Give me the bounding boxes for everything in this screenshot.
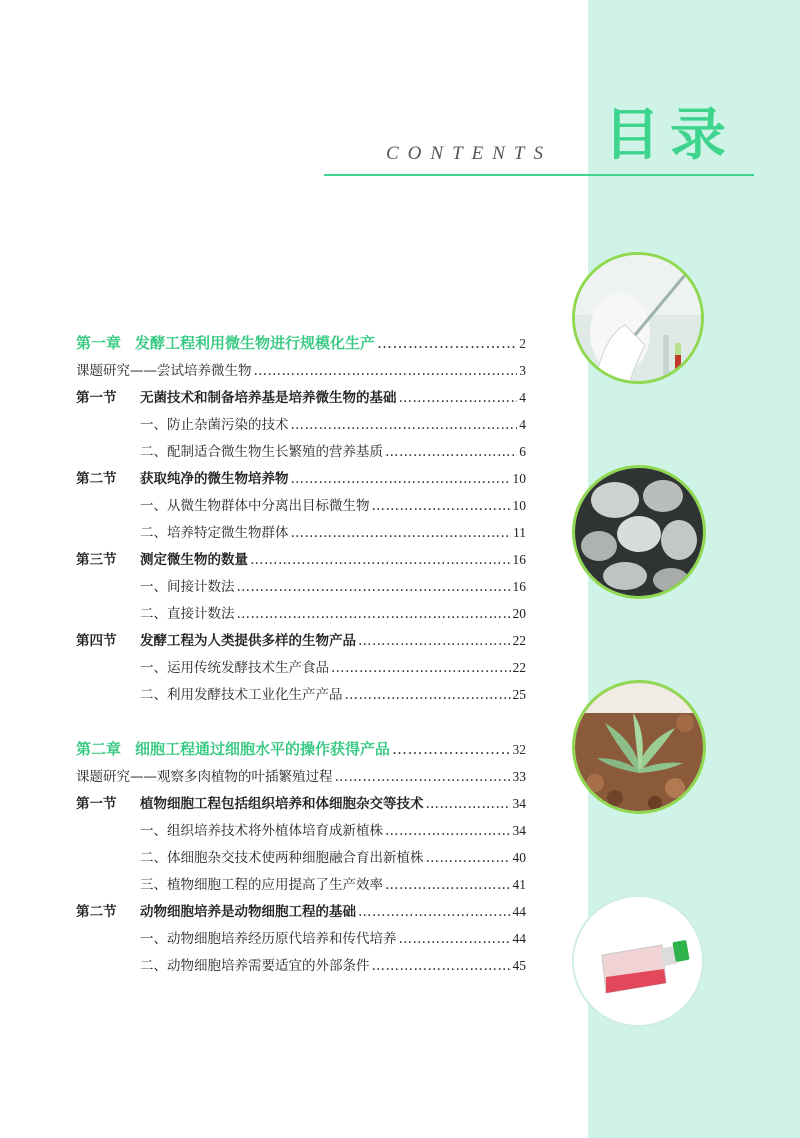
toc-leader-dots [377, 334, 517, 352]
toc-entry-sub[interactable] [76, 413, 526, 440]
toc-entry-text: 植物细胞工程包括组织培养和体细胞杂交等技术 [140, 796, 424, 812]
toc-entry-section[interactable] [76, 900, 526, 927]
toc-entry-text: 一、防止杂菌污染的技术 [140, 417, 289, 433]
toc-entry-sub[interactable] [76, 521, 526, 548]
toc-entry-chapter[interactable] [76, 332, 526, 359]
toc-entry-text: 二、配制适合微生物生长繁殖的营养基质 [140, 444, 383, 460]
toc-entry-number: 第二节 [76, 471, 117, 487]
toc-entry-title [140, 927, 397, 947]
toc-entry-text: 二、培养特定微生物群体 [140, 525, 289, 541]
toc-entry-sub[interactable] [76, 846, 526, 873]
toc-entry-title [76, 359, 252, 379]
toc-page-number: 34 [512, 823, 526, 838]
toc-entry-title [140, 819, 383, 839]
toc-page-number: 16 [512, 552, 526, 567]
toc-page-number: 34 [512, 796, 526, 811]
toc-entry-text: 一、从微生物群体中分离出目标微生物 [140, 498, 370, 514]
toc-leader-dots [358, 904, 511, 920]
toc-page-number: 25 [512, 687, 526, 702]
toc-entry-number: 第三节 [76, 552, 117, 568]
toc-entry-title [140, 683, 343, 703]
toc-entry-title [76, 629, 356, 649]
toc-leader-dots [291, 417, 518, 433]
toc-entry-number: 第四节 [76, 633, 117, 649]
toc-entry-title [140, 656, 329, 676]
toc-entry-text: 发酵工程利用微生物进行规模化生产 [135, 334, 376, 352]
toc-entry-text: 一、组织培养技术将外植体培育成新植株 [140, 823, 383, 839]
toc-leader-dots [399, 390, 518, 406]
toc-entry-section[interactable] [76, 467, 526, 494]
toc-entry-text: 课题研究——尝试培养微生物 [76, 363, 252, 379]
toc-page-number: 10 [512, 471, 526, 486]
toc-entry-text: 无菌技术和制备培养基是培养微生物的基础 [140, 390, 397, 406]
toc-entry-project[interactable] [76, 765, 526, 792]
toc-leader-dots [426, 850, 511, 866]
toc-leader-dots [335, 769, 511, 785]
toc-entry-sub[interactable] [76, 656, 526, 683]
yeast-micrograph-photo [572, 465, 706, 599]
toc-leader-dots [291, 525, 512, 541]
toc-leader-dots [331, 660, 511, 676]
toc-entry-text: 二、直接计数法 [140, 606, 235, 622]
toc-leader-dots [372, 958, 511, 974]
toc-entry-text: 一、间接计数法 [140, 579, 235, 595]
title-divider [324, 174, 754, 176]
toc-entry-title [140, 440, 383, 460]
succulent-plant-photo [572, 680, 706, 814]
toc-entry-sub[interactable] [76, 927, 526, 954]
toc-entry-text: 三、植物细胞工程的应用提高了生产效率 [140, 877, 383, 893]
toc-entry-title [140, 575, 235, 595]
toc-leader-dots [254, 363, 518, 379]
toc-entry-sub[interactable] [76, 873, 526, 900]
toc-entry-sub[interactable] [76, 494, 526, 521]
toc-leader-dots [291, 471, 511, 487]
toc-leader-dots [237, 579, 511, 595]
toc-page-number: 41 [512, 877, 526, 892]
toc-entry-text: 一、运用传统发酵技术生产食品 [140, 660, 329, 676]
toc-entry-title [76, 900, 356, 920]
toc-page-number: 44 [512, 931, 526, 946]
toc-page-number: 2 [519, 336, 526, 351]
toc-entry-title [140, 521, 289, 541]
toc-entry-title [140, 602, 235, 622]
toc-page-number: 33 [512, 769, 526, 784]
toc-page-number: 22 [512, 633, 526, 648]
toc-entry-section[interactable] [76, 629, 526, 656]
toc-page-number: 22 [512, 660, 526, 675]
toc-entry-title [76, 467, 289, 487]
toc-entry-title [76, 765, 333, 785]
toc-page-number: 44 [512, 904, 526, 919]
toc-page-number: 16 [512, 579, 526, 594]
toc-entry-number: 第一节 [76, 796, 117, 812]
toc-entry-sub[interactable] [76, 954, 526, 981]
toc-entry-sub[interactable] [76, 683, 526, 710]
toc-entry-title [76, 738, 390, 759]
toc-entry-text: 细胞工程通过细胞水平的操作获得产品 [135, 740, 391, 758]
toc-leader-dots [385, 877, 511, 893]
chapter-gap [76, 710, 526, 738]
toc-entry-text: 课题研究——观察多肉植物的叶插繁殖过程 [76, 769, 333, 785]
toc-page-number: 45 [512, 958, 526, 973]
toc-entry-title [140, 873, 383, 893]
contents-word: CONTENTS [386, 143, 552, 164]
toc-page-number: 40 [512, 850, 526, 865]
toc-entry-sub[interactable] [76, 819, 526, 846]
toc-entry-title [76, 792, 424, 812]
toc-entry-title [140, 846, 424, 866]
toc-leader-dots [392, 740, 510, 758]
toc-leader-dots [399, 931, 511, 947]
toc-page-number: 4 [519, 417, 526, 432]
toc-page-number: 3 [519, 363, 526, 378]
toc-entry-text: 获取纯净的微生物培养物 [140, 471, 289, 487]
toc-leader-dots [426, 796, 511, 812]
toc-leader-dots [237, 606, 511, 622]
toc-page-number: 10 [512, 498, 526, 513]
toc-leader-dots [345, 687, 511, 703]
lab-pipette-photo [572, 252, 704, 384]
toc-page-number: 4 [519, 390, 526, 405]
toc-page-number: 11 [513, 525, 526, 540]
toc-entry-number: 第二章 [76, 740, 122, 758]
toc-entry-number: 第一节 [76, 390, 117, 406]
toc-entry-sub[interactable] [76, 602, 526, 629]
toc-entry-section[interactable] [76, 548, 526, 575]
toc-entry-number: 第一章 [76, 334, 122, 352]
toc-entry-text: 二、利用发酵技术工业化生产产品 [140, 687, 343, 703]
toc-entry-title [140, 954, 370, 974]
toc-entry-section[interactable] [76, 792, 526, 819]
culture-flask-photo [572, 895, 704, 1027]
toc-entry-project[interactable] [76, 359, 526, 386]
toc-entry-text: 一、动物细胞培养经历原代培养和传代培养 [140, 931, 397, 947]
toc-leader-dots [385, 823, 511, 839]
page-title: 目录 [604, 103, 736, 168]
toc-page-number: 20 [512, 606, 526, 621]
toc-entry-text: 发酵工程为人类提供多样的生物产品 [140, 633, 356, 649]
toc-entry-text: 二、体细胞杂交技术使两种细胞融合育出新植株 [140, 850, 424, 866]
toc-entry-text: 动物细胞培养是动物细胞工程的基础 [140, 904, 356, 920]
toc-leader-dots [358, 633, 511, 649]
toc-entry-title [140, 413, 289, 433]
toc-entry-chapter[interactable] [76, 738, 526, 765]
toc-entry-sub[interactable] [76, 575, 526, 602]
toc-entry-title [76, 386, 397, 406]
toc-entry-text: 二、动物细胞培养需要适宜的外部条件 [140, 958, 370, 974]
toc-leader-dots [250, 552, 511, 568]
toc-page-number: 32 [512, 742, 526, 757]
toc-entry-title [76, 548, 248, 568]
toc-entry-section[interactable] [76, 386, 526, 413]
toc-page-number: 6 [519, 444, 526, 459]
toc-entry-title [140, 494, 370, 514]
toc-leader-dots [385, 444, 517, 460]
toc-entry-number: 第二节 [76, 904, 117, 920]
toc-entry-sub[interactable] [76, 440, 526, 467]
toc-entry-text: 测定微生物的数量 [140, 552, 248, 568]
toc-leader-dots [372, 498, 511, 514]
table-of-contents [76, 332, 526, 981]
toc-entry-title [76, 332, 375, 353]
